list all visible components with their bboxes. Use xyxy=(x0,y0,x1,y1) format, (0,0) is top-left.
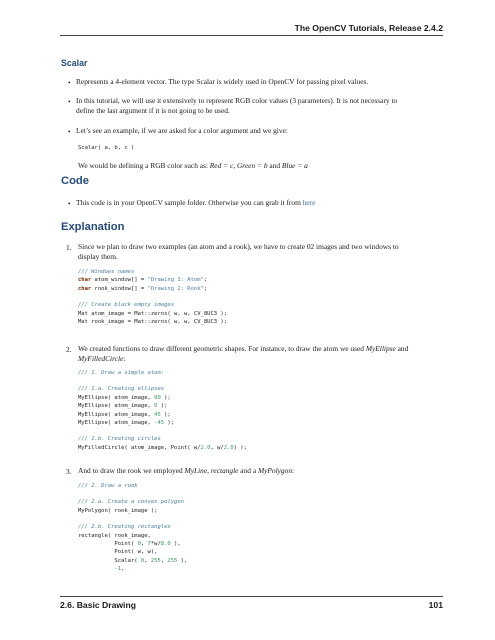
code-block-windows xyxy=(78,268,227,326)
code-string: "Drawing 1: Atom" xyxy=(147,277,204,284)
scalar-bullet-3: Let’s see an example, if we are asked for a color argument and we give: xyxy=(76,126,288,135)
code-comment: /// 2.a. Create a convex polygon xyxy=(78,499,184,506)
code-text: MyEllipse( atom_image, xyxy=(78,403,155,410)
code-text xyxy=(78,566,114,572)
code-comment: /// 2. Draw a rook xyxy=(78,483,138,489)
item-3-text: , xyxy=(207,466,211,475)
definition-sep: and xyxy=(267,161,282,170)
code-block-rook xyxy=(78,482,187,574)
code-text: MyEllipse( atom_image, xyxy=(78,420,155,427)
code-keyword: char xyxy=(78,285,92,292)
code-line: Mat rook_image = Mat::zeros( w, w, CV_8UC3 ); xyxy=(78,319,228,326)
code-comment: /// 1.b. Creating circles xyxy=(78,436,161,443)
code-text: Point( xyxy=(78,541,138,548)
item-2-text: : xyxy=(123,354,126,363)
code-text: MyEllipse( atom_image, xyxy=(78,394,155,401)
code-text: Scalar( xyxy=(78,557,141,564)
code-text: atom_window[] = xyxy=(91,277,148,284)
code-block-atom xyxy=(78,369,247,452)
scalar-bullet-2-line-2: define the last argument if it is not going to be used. xyxy=(76,106,230,115)
list-number: 3. xyxy=(66,467,72,476)
code-line: rectangle( rook_image, xyxy=(78,532,151,539)
code-number: 45 xyxy=(154,411,161,418)
definition-red: Red = c xyxy=(209,161,234,170)
code-text: ); xyxy=(157,403,168,410)
code-text: ); xyxy=(160,411,171,418)
code-comment: /// 1.a. Creating ellipses xyxy=(78,386,165,393)
item-1-line-1: Since we plan to draw two examples (an atom and a rook), we have to create 02 images and two windows to xyxy=(78,242,399,251)
item-2-emphasis: MyFilledCircle xyxy=(78,354,124,363)
code-line xyxy=(78,540,187,548)
footer-rule xyxy=(60,596,443,597)
code-bullet xyxy=(76,198,448,208)
scalar-bullet-1: Represents a 4-element vector. The type Scalar is widely used in OpenCV for passing pixel values. xyxy=(76,77,369,86)
code-number: 0 xyxy=(140,557,145,564)
running-header: The OpenCV Tutorials, Release 2.4.2 xyxy=(294,23,443,33)
code-number: 7 xyxy=(147,541,151,548)
here-link[interactable]: here xyxy=(302,198,316,207)
code-text: , w/ xyxy=(210,444,224,451)
code-line: MyPolygon( rook_image ); xyxy=(78,507,158,514)
item-2-text: and xyxy=(395,344,409,353)
item-3-emphasis: rectangle xyxy=(210,466,239,475)
code-line xyxy=(78,444,247,452)
footer-section: 2.6. Basic Drawing xyxy=(60,600,136,610)
code-line xyxy=(78,394,247,402)
code-text: , xyxy=(121,566,125,573)
code-text: *w/ xyxy=(150,541,161,548)
definition-prefix: We would be defining a RGB color such as: xyxy=(78,161,210,170)
code-number: 8.0 xyxy=(160,541,171,548)
code-text: ; xyxy=(203,285,208,292)
code-comment: /// 1. Draw a simple atom: xyxy=(78,370,165,376)
item-3-emphasis: MyPolygon xyxy=(257,466,293,475)
code-text: MyFilledCircle( atom_image, Point( w/ xyxy=(78,444,201,451)
bullet-marker: • xyxy=(68,97,71,106)
code-comment: /// Create black empty images xyxy=(78,302,175,309)
item-3-text: And to draw the rook we employed xyxy=(78,466,185,475)
code-line xyxy=(78,402,247,410)
code-comment: /// 2.b. Creating rectangles xyxy=(78,524,171,531)
code-text: ), xyxy=(170,541,181,548)
footer-page-number: 101 xyxy=(428,600,443,610)
code-line: Mat atom_image = Mat::zeros( w, w, CV_8UC3 ); xyxy=(78,310,228,317)
bullet-marker: • xyxy=(68,127,71,136)
code-number: 0 xyxy=(154,403,158,410)
definition-blue: Blue = a xyxy=(281,161,308,170)
code-number: 255 xyxy=(150,557,161,564)
code-blank xyxy=(78,377,247,385)
code-line xyxy=(78,411,247,419)
code-number: -45 xyxy=(154,420,165,427)
scalar-heading: Scalar xyxy=(61,58,88,68)
explanation-item-2 xyxy=(78,344,450,364)
bullet-marker: • xyxy=(68,78,71,87)
item-3-text: and a xyxy=(238,466,258,475)
code-text: rook_window[] = xyxy=(91,285,148,292)
code-number: 90 xyxy=(154,394,161,401)
code-number: -1 xyxy=(114,566,122,573)
code-text: MyEllipse( atom_image, xyxy=(78,411,155,418)
code-text: , xyxy=(140,541,148,548)
list-number: 2. xyxy=(66,345,72,354)
scalar-definition xyxy=(78,161,450,171)
code-blank xyxy=(78,490,187,498)
code-keyword: char xyxy=(78,277,92,284)
item-2-line-2 xyxy=(78,354,450,364)
item-3-emphasis: MyLine xyxy=(184,466,208,475)
item-2-line-1 xyxy=(78,344,450,354)
scalar-code: Scalar( a, b, c ) xyxy=(78,145,135,151)
code-heading: Code xyxy=(61,175,89,187)
code-text: ) ); xyxy=(233,444,247,451)
code-text: ), xyxy=(177,557,188,564)
code-bullet-text: This code is in your OpenCV sample folder. Otherwise you can grab it from xyxy=(76,198,303,207)
list-number: 1. xyxy=(66,243,72,252)
code-number: 2.0 xyxy=(223,444,234,451)
code-number: 2.0 xyxy=(200,444,211,451)
code-text: ); xyxy=(164,420,175,427)
code-line xyxy=(78,276,227,284)
code-line: Point( w, w), xyxy=(78,549,158,556)
code-number: 0 xyxy=(137,541,141,548)
definition-sep: , xyxy=(233,161,237,170)
scalar-bullet-2 xyxy=(76,96,448,116)
bullet-marker: • xyxy=(68,199,71,208)
code-line xyxy=(78,419,247,427)
header-rule xyxy=(60,35,443,36)
code-line xyxy=(78,565,187,573)
code-number: 255 xyxy=(167,557,178,564)
scalar-bullet-2-line-1: In this tutorial, we will use it extensively to represent RGB color values (3 parameters). It is not necessary to xyxy=(76,96,398,105)
code-text: , xyxy=(160,557,168,564)
code-blank xyxy=(78,293,227,301)
code-blank xyxy=(78,427,247,435)
item-2-emphasis: MyEllipse xyxy=(365,344,396,353)
code-string: "Drawing 2: Rook" xyxy=(147,285,204,292)
code-line xyxy=(78,285,227,293)
code-blank xyxy=(78,515,187,523)
explanation-item-1 xyxy=(78,242,450,262)
explanation-item-3 xyxy=(78,466,450,476)
definition-green: Green = b xyxy=(236,161,268,170)
code-text: ); xyxy=(160,394,171,401)
code-text: , xyxy=(144,557,151,564)
item-2-text: We created functions to draw different geometric shapes. For instance, to draw the atom we used xyxy=(78,344,366,353)
item-3-text: : xyxy=(292,466,295,475)
code-comment: /// Windows names xyxy=(78,269,135,275)
item-1-line-2: display them. xyxy=(78,252,118,261)
explanation-heading: Explanation xyxy=(61,221,125,233)
code-text: ; xyxy=(203,277,208,284)
code-line xyxy=(78,557,187,565)
